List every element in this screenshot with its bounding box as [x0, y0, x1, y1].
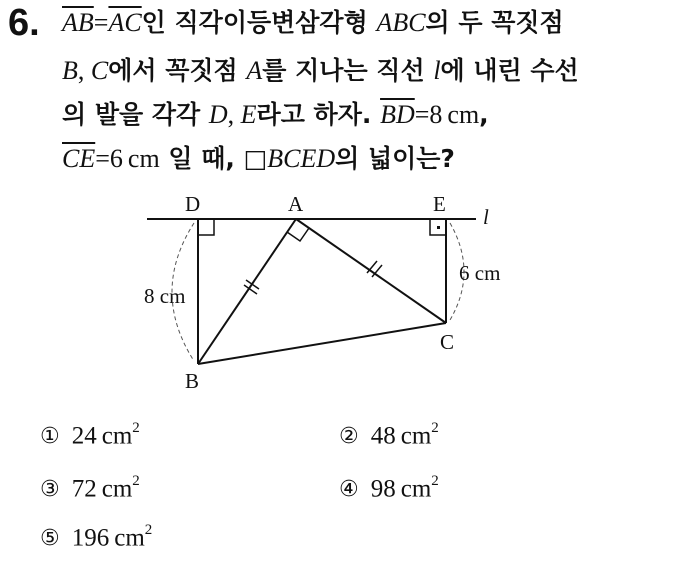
question-text: 라고 하자.	[256, 100, 381, 129]
choice-value: 98	[370, 475, 396, 503]
choice-value: 196	[71, 524, 110, 552]
question-text: 를 지나는 직선	[262, 56, 434, 85]
choice-number: ⑤	[40, 526, 60, 552]
choice-exponent: 2	[431, 420, 439, 436]
choice-unit: cm	[400, 475, 432, 503]
label-c: C	[440, 330, 455, 354]
choice-value: 48	[370, 422, 396, 450]
choice-unit: cm	[101, 475, 133, 503]
comma: ,	[479, 100, 489, 129]
choice-unit: cm	[101, 422, 133, 450]
point-b: B	[62, 56, 78, 85]
question-text: 인 직각이등변삼각형	[141, 8, 377, 37]
right-angle-dot-e	[437, 226, 440, 229]
label-d: D	[185, 192, 201, 216]
label-bd-length: 8 cm	[144, 284, 186, 308]
label-ce-length: 6 cm	[459, 261, 501, 285]
line-l: l	[433, 56, 441, 85]
label-l: l	[483, 205, 489, 229]
equals-sign: =	[93, 8, 109, 37]
choice-number: ④	[339, 477, 359, 503]
right-angle-marker-d	[198, 219, 214, 235]
choice-number: ②	[339, 424, 359, 450]
choice-3[interactable]	[40, 475, 140, 503]
point-d: D	[208, 100, 228, 129]
choice-2[interactable]	[339, 422, 439, 450]
choice-exponent: 2	[144, 522, 153, 538]
segment-ab: $\overline{AB}$	[62, 8, 94, 37]
choice-exponent: 2	[132, 420, 140, 436]
quad-bced: BCED	[267, 144, 336, 173]
choice-5[interactable]	[40, 524, 152, 552]
point-a: A	[246, 56, 263, 85]
choice-unit: cm	[400, 422, 432, 450]
square-symbol: □	[243, 144, 268, 173]
segment-ab-stroke	[198, 219, 296, 364]
choice-exponent: 2	[431, 473, 439, 489]
question-text: 에 내린 수선	[440, 56, 579, 85]
point-c: C	[90, 56, 109, 85]
point-e: E	[240, 100, 257, 129]
segment-ac: $\overline{AC}$	[108, 8, 142, 37]
segment-bc-stroke	[198, 323, 446, 364]
segment-ac-stroke	[296, 219, 446, 323]
choice-unit: cm	[114, 524, 145, 552]
choice-1[interactable]	[40, 422, 140, 450]
choice-value: 72	[71, 475, 97, 503]
right-angle-marker-a	[287, 228, 309, 241]
equals-sign: =	[414, 100, 430, 129]
question-text: 의 넓이는?	[335, 144, 455, 173]
triangle-abc: ABC	[376, 8, 426, 37]
comma: ,	[227, 100, 241, 129]
label-b: B	[185, 369, 200, 393]
question-text: 의 발을 각각	[62, 100, 209, 129]
comma: ,	[77, 56, 91, 85]
choice-number: ③	[40, 477, 60, 503]
choice-4[interactable]	[339, 475, 439, 503]
question-text: 일 때,	[159, 144, 244, 173]
unit-cm: cm	[127, 144, 160, 173]
question-text: 의 두 꼭짓점	[425, 8, 564, 37]
choice-exponent: 2	[132, 473, 140, 489]
choice-value: 24	[71, 422, 97, 450]
segment-ce: $\overline{CE}$	[62, 144, 96, 173]
ce-value: 6	[109, 144, 123, 173]
bd-value: 8	[429, 100, 443, 129]
segment-bd: $\overline{BD}$	[380, 100, 415, 129]
label-a: A	[288, 192, 304, 216]
choice-number: ①	[40, 424, 60, 450]
question-number: 6.	[8, 2, 40, 44]
label-e: E	[433, 192, 446, 216]
question-text: 에서 꼭짓점	[108, 56, 247, 85]
equals-sign: =	[95, 144, 110, 173]
unit-cm: cm	[447, 100, 480, 129]
